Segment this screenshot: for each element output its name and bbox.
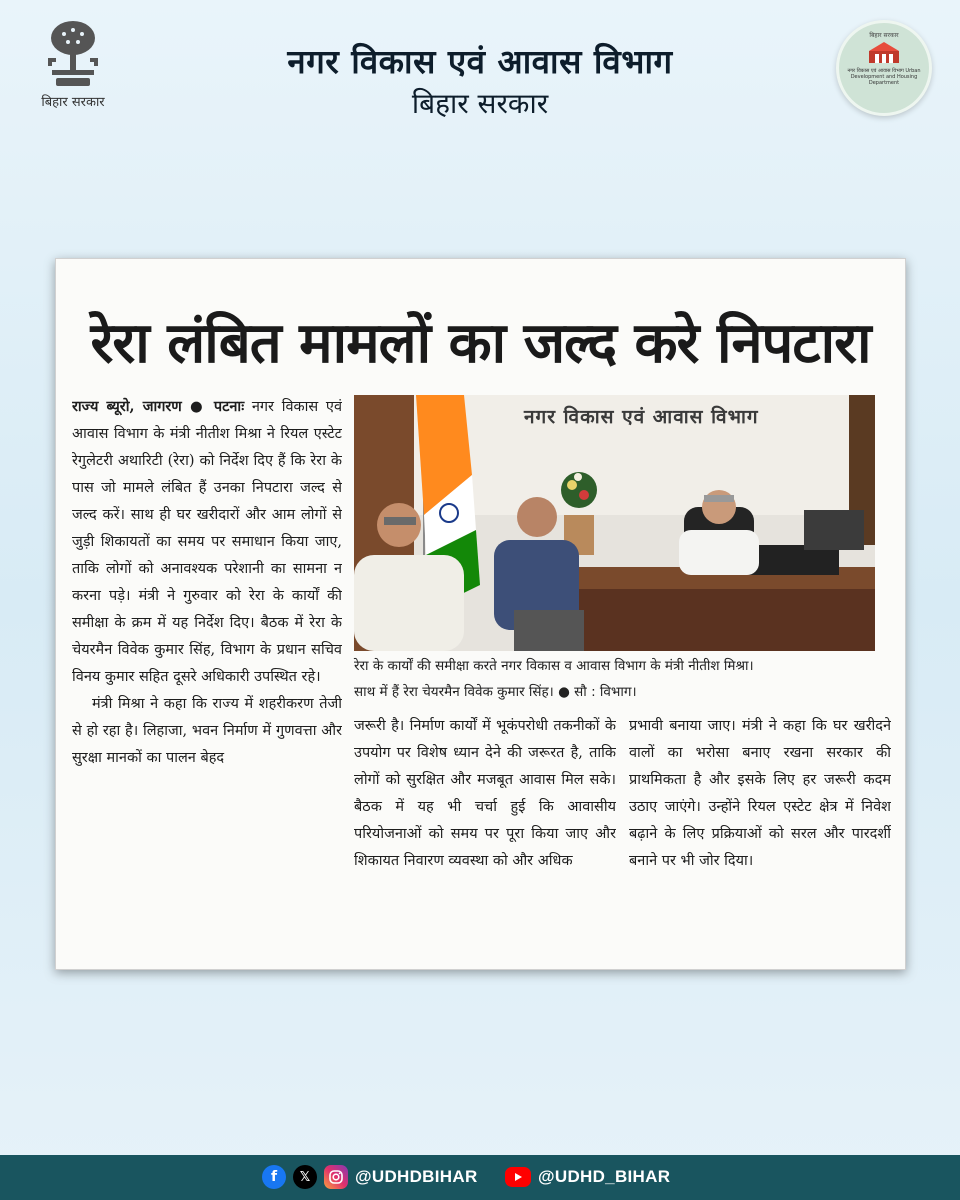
youtube-icon[interactable]	[505, 1167, 531, 1187]
article-paragraph-1	[72, 393, 342, 691]
department-title: नगर विकास एवं आवास विभाग	[287, 42, 673, 81]
government-subtitle: बिहार सरकार	[411, 87, 549, 120]
dept-logo-emblem-icon	[867, 41, 901, 65]
dept-logo-caption: नगर विकास एवं आवास विभाग Urban Development and Housing Department	[847, 68, 921, 86]
social-group-1	[262, 1164, 478, 1190]
x-icon[interactable]: 𝕏	[293, 1165, 317, 1189]
emblem-caption: बिहार सरकार	[41, 95, 105, 110]
photo-caption	[354, 653, 894, 705]
article-column-1	[72, 393, 342, 933]
meeting-scene	[354, 395, 875, 651]
article-photo	[354, 395, 875, 651]
article-byline: राज्य ब्यूरो, जागरण ● पटनाः	[72, 398, 245, 415]
photo-wall-sign: नगर विकास एवं आवास विभाग	[524, 406, 759, 428]
article-column-2	[354, 713, 616, 943]
social-group-2	[505, 1164, 670, 1190]
article-text-1: नगर विकास एवं आवास विभाग के मंत्री नीतीश मिश्रा ने रियल एस्टेट रेगुलेटरी अथारिटी (रेरा) को निर्देश दिए हैं कि रेरा के पास जो मामले लंबित हैं उनका निपटारा जल्द से जल्द करें। साथ ही घर खरीदारों और आम लोगों से जुड़ी शिकायतों का समय पर समाधान किया जाए, ताकि लोगों को अनावश्यक परेशानी का सामना न करना पड़े। मंत्री ने गुरुवार को रेरा के कार्यों की समीक्षा के क्रम में यह निर्देश दिए। बैठक में रेरा के चेयरमैन विवेक कुमार सिंह, विभाग के प्रधान सचिव विनय कुमार सहित दूसरे अधिकारी उपस्थित रहे।	[72, 399, 342, 685]
instagram-icon[interactable]	[324, 1165, 348, 1189]
article-headline: रेरा लंबित मामलों का जल्द करे निपटारा	[90, 311, 871, 376]
photo-caption-line-1: रेरा के कार्यों की समीक्षा करते नगर विकास व आवास विभाग के मंत्री नीतीश मिश्रा।	[354, 658, 754, 674]
facebook-icon[interactable]: f	[262, 1165, 286, 1189]
social-footer-bar	[0, 1155, 960, 1200]
newspaper-clipping	[55, 258, 906, 970]
article-text-2: जरूरी है। निर्माण कार्यों में भूकंपरोधी तकनीकों के उपयोग पर विशेष ध्यान देने की जरूरत है, ताकि लोगों को सुरक्षित और मजबूत आवास मिल सके। बैठक में यह भी चर्चा हुई कि आवासीय परियोजनाओं को समय पर पूरा किया जाए और शिकायत निवारण व्यवस्था को और अधिक	[354, 718, 616, 869]
social-handle-link[interactable]: @UDHDBIHAR	[355, 1167, 478, 1186]
photo-caption-line-2: साथ में हैं रेरा चेयरमैन विवेक कुमार सिंह। ● सौ : विभाग।	[354, 684, 637, 700]
dept-logo-top-text: बिहार सरकार	[869, 32, 899, 39]
department-logo	[836, 20, 932, 116]
youtube-handle-link[interactable]: @UDHD_BIHAR	[538, 1167, 671, 1186]
article-column-3	[629, 713, 891, 943]
article-paragraph-2: मंत्री मिश्रा ने कहा कि राज्य में शहरीकरण तेजी से हो रहा है। लिहाजा, भवन निर्माण में गुणवत्ता और सुरक्षा मानकों का पालन बेहद	[72, 696, 342, 766]
article-text-3: प्रभावी बनाया जाए। मंत्री ने कहा कि घर खरीदने वालों का भरोसा बनाए रखना सरकार की प्राथमिकता है और इसके लिए हर जरूरी कदम उठाए जाएंगे। उन्होंने रियल एस्टेट क्षेत्र में निवेश बढ़ाने के लिए प्रक्रियाओं को सरल और पारदर्शी बनाने पर भी जोर दिया।	[629, 718, 891, 869]
